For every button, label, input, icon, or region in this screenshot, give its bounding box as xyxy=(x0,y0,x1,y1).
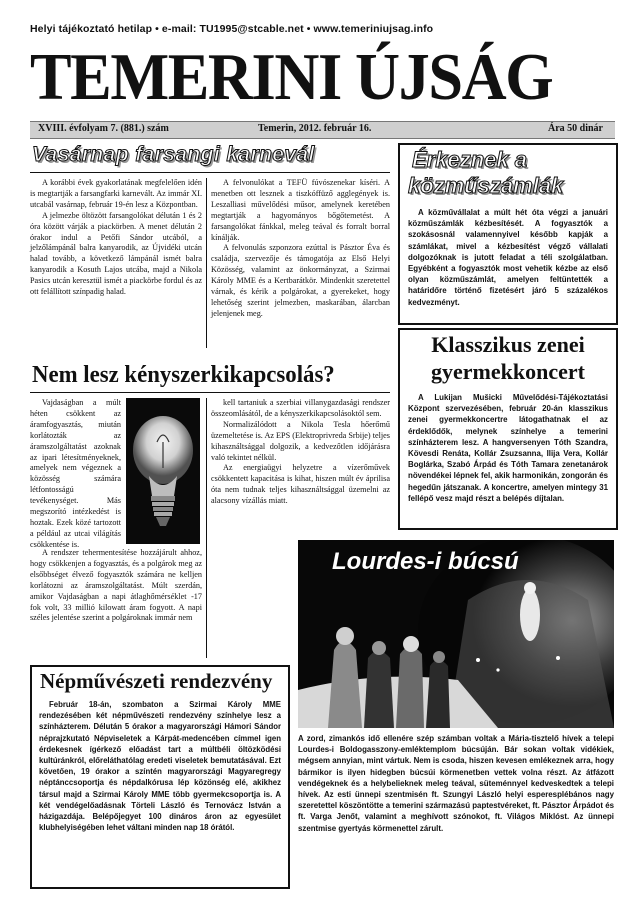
issue-date: Temerin, 2012. február 16. xyxy=(258,123,372,134)
folk-paragraph: Február 18-án, szombaton a Szirmai Károly MME rendezésében két népművészeti rendezvény színhelye lesz a színházterem. Délután 5 órakor a magyarországi Hámori Sándor néprajzkutató Népviseletek a Kárpát-medencében címmel igen érdekesnek ígérkező előadást tart a múltbéli öltözködési kultúránkról, előreláthatólag eredeti viseletek bemutatásával. Ezt követően, 19 órakor a színtén magyarországi Magyaregregy néptánccsoportja és népdalkórusa lép közönség elé, akikhez társul majd a Szirmai Károly MME több gyermekcsoportja is. A két vendégelőadásnak Törteli László és Ternovácz István a házigazdája. Belépőjegyet 100 dináros áron az egyesület klubhelyiségében lehet váltani minden nap 18 órától. xyxy=(39,700,281,833)
carnival-paragraph: A korábbi évek gyakorlatának megfelelően idén is megtartják a farsangfarki karnevált. Az immár XI. utcabál vasárnap, február 19-én lesz a Központban. xyxy=(30,178,202,209)
lightbulb-icon xyxy=(126,398,200,544)
carnival-paragraph: A felvonulókat a TEFÜ fúvószenekar kíséri. A menetben ott lesznek a tiszkóffüző agglegények is. Leszalliasi művelődési műsor, amelynek keretében megtartják a hagyományos bőgőtemetést. A farsangolókat fánkkal, meleg teával és forralt borral kínálják. xyxy=(211,178,390,242)
issue-volume: XVIII. évfolyam 7. (881.) szám xyxy=(38,123,169,134)
lourdes-body xyxy=(298,733,614,834)
power-paragraph: A rendszer tehermentesítése hozzájárult ahhoz, hogy csökkenjen a fogyasztás, és a polgárok meg az elsőbbséget élvező fogyasztók számára ne kelljen korlátozni az áramszolgáltatást. Múlt szerdán, amikor Vajdaságban a napi átlaghőmérséklet -17 fok volt, 33 millió kilowatt áram fogyott. A napi széles jelentése szerint a polgároknak immár nem xyxy=(30,548,202,623)
utility-headline-line2: közműszámlák xyxy=(408,173,564,198)
power-headline: Nem lesz kényszerkikapcsolás? xyxy=(32,362,335,388)
concert-body xyxy=(408,392,608,504)
folk-headline: Népművészeti rendezvény xyxy=(40,669,273,693)
utility-box xyxy=(398,143,618,325)
utility-headline-line1: Érkeznek a xyxy=(412,147,527,172)
folk-body xyxy=(39,699,281,833)
power-paragraph: Normalizálódott a Nikola Tesla hőerőmű üzemeltetése is. Az EPS (Elektroprivreda Srbije) teljes kihasználtsággal dolgozik, a kedvezőtlen időjárásra való tekintet nélkül. xyxy=(211,419,390,462)
power-column-1a xyxy=(30,398,121,551)
utility-paragraph: A közművállalat a múlt hét óta végzi a januári közműszámlák kézbesítését. A fogyasztók a szokásosnál valamennyivel később kapják a számlákat, mivel a kézbesítést végző vállalati dolgozóknak is jutott feladat a téli szolgálatban. Egyébként a fogyasztók most vehetik kézbe az első olyan közműszámlát, amelyen feltüntették a határidőre történő fizetésért járó 5 százalékos kedvezményt. xyxy=(408,208,608,307)
column-divider xyxy=(206,398,207,658)
concert-paragraph: A Lukijan Mušicki Művelődési-Tájékoztatási Központ szervezésében, február 20-án klasszikus zenei gyermekkoncertre látogathatnak el az érdeklődők, melynek színhelye a temerini színházterem lesz. A hangversenyen Tóth Szandra, Kövesdi Renáta, Kollár Zsuzsanna, Ilija Vera, Kollár Boglárka, Szabó Árpád és Tóth Tamara zenetanárok növendékei lépnek fel, akik harmonikán, zongorán és hegedűn játszanak. A koncertre, amelyen mintegy 31 fellépő vesz majd részt a belépés díjtalan. xyxy=(408,393,608,503)
issue-bar xyxy=(30,121,615,139)
power-column-2 xyxy=(211,398,390,507)
power-paragraph: Az energiaügyi helyzetre a vízerőművek csökkentett kapacitása is kihat, hiszen múlt év áprilisa óta nem tudnak teljes kihasználtsággal üzemelni az alacsony vízállás miatt. xyxy=(211,463,390,506)
power-rule xyxy=(30,392,390,393)
concert-headline-line2: gyermekkoncert xyxy=(431,359,585,384)
carnival-paragraph: A jelmezbe öltözött farsangolókat délután 1 és 2 óra között várják a piackörben. A menet délután 2 órakor indul a Petőfi Sándor utcából, a jelzőlámpánál balra kanyarodik, az Újvidéki utcán halad tovább, a következő lámpánál ismét balra kanyarodik a Kosuth Lajos utcába, majd a Nikola Pasics utcán keresztül ismét a piackörbe fordul és az ott felállított színpadig halad. xyxy=(30,210,202,297)
masthead-title: TEMERINI ÚJSÁG xyxy=(30,40,553,114)
folk-box xyxy=(30,665,290,889)
carnival-paragraph: A felvonulás szponzora ezúttal is Pásztor Éva és családja, szervezője és támogatója az Első Helyi Közösség, valamint az önkormányzat, a Szirmai Károly MME és a Kertbarátkör. Mindenkit szeretettel várnak, és kérik a polgárokat, a gyerekeket, hogy lehetőség szerint jelmezben, maskarában, álarcban jelenjenek meg. xyxy=(211,243,390,318)
tagline: Helyi tájékoztató hetilap • e-mail: TU1995@stcable.net • www.temeriniujsag.info xyxy=(30,23,434,35)
power-paragraph: kell tartaniuk a szerbiai villanygazdasági rendszer összeomlásától, de a kényszerkikapcsolásoktól sem. xyxy=(211,398,390,418)
carnival-column-2 xyxy=(211,178,390,320)
lourdes-headline: Lourdes-i búcsú xyxy=(332,548,519,575)
utility-body xyxy=(408,207,608,308)
concert-headline-line1: Klasszikus zenei xyxy=(431,332,585,357)
lourdes-photo xyxy=(298,540,614,728)
carnival-column-1 xyxy=(30,178,202,298)
carnival-headline: Vasárnap farsangi karnevál xyxy=(32,143,315,166)
concert-box xyxy=(398,328,618,530)
power-paragraph: Vajdaságban a múlt héten csökkent az áramfogyasztás, miután korlátozták az áramszolgáltatást azoknak az ipari létesítményeknek, amelyek nem végeznek a közösség számára létfontosságú tevékenységet. Más megszorító intézkedést is hoztak. Ezek közé tartozott a például az utcai világítás csökkentése is. xyxy=(30,398,121,549)
lourdes-paragraph: A zord, zimankós idő ellenére szép számban voltak a Mária-tisztelő hívek a telepi Lourdes-i Boldogasszony-emléktemplom búcsúján. Bár sokan voltak vidékiek, mégsem annyian, mint vártuk. Nem is csoda, hiszen kevesen emlékeznek arra, hogy bármikor is ilyen hidegben búcsúi körmenetben vettek volna részt. Az átfázott vendégeknek és a helybelieknek meleg teával, süteménnyel kedveskedtek a telepi hívek. Az esti ünnepi szentmisén ft. Szungyi László helyi esperesplébános nagy szeretettel köszöntötte a temerini származású paptestvéreket, ft. Pásztor Árpádot és ft. Varga Jenőt, valamint a meghívott szónokot, ft. Világos Miklóst. Az ünnepi szentmise gyertyás körmenettel zárult. xyxy=(298,734,614,833)
carnival-rule xyxy=(30,172,390,173)
power-column-1b xyxy=(30,548,202,624)
column-divider xyxy=(206,178,207,348)
issue-price: Ára 50 dinár xyxy=(548,123,603,134)
lightbulb-photo xyxy=(126,398,200,544)
